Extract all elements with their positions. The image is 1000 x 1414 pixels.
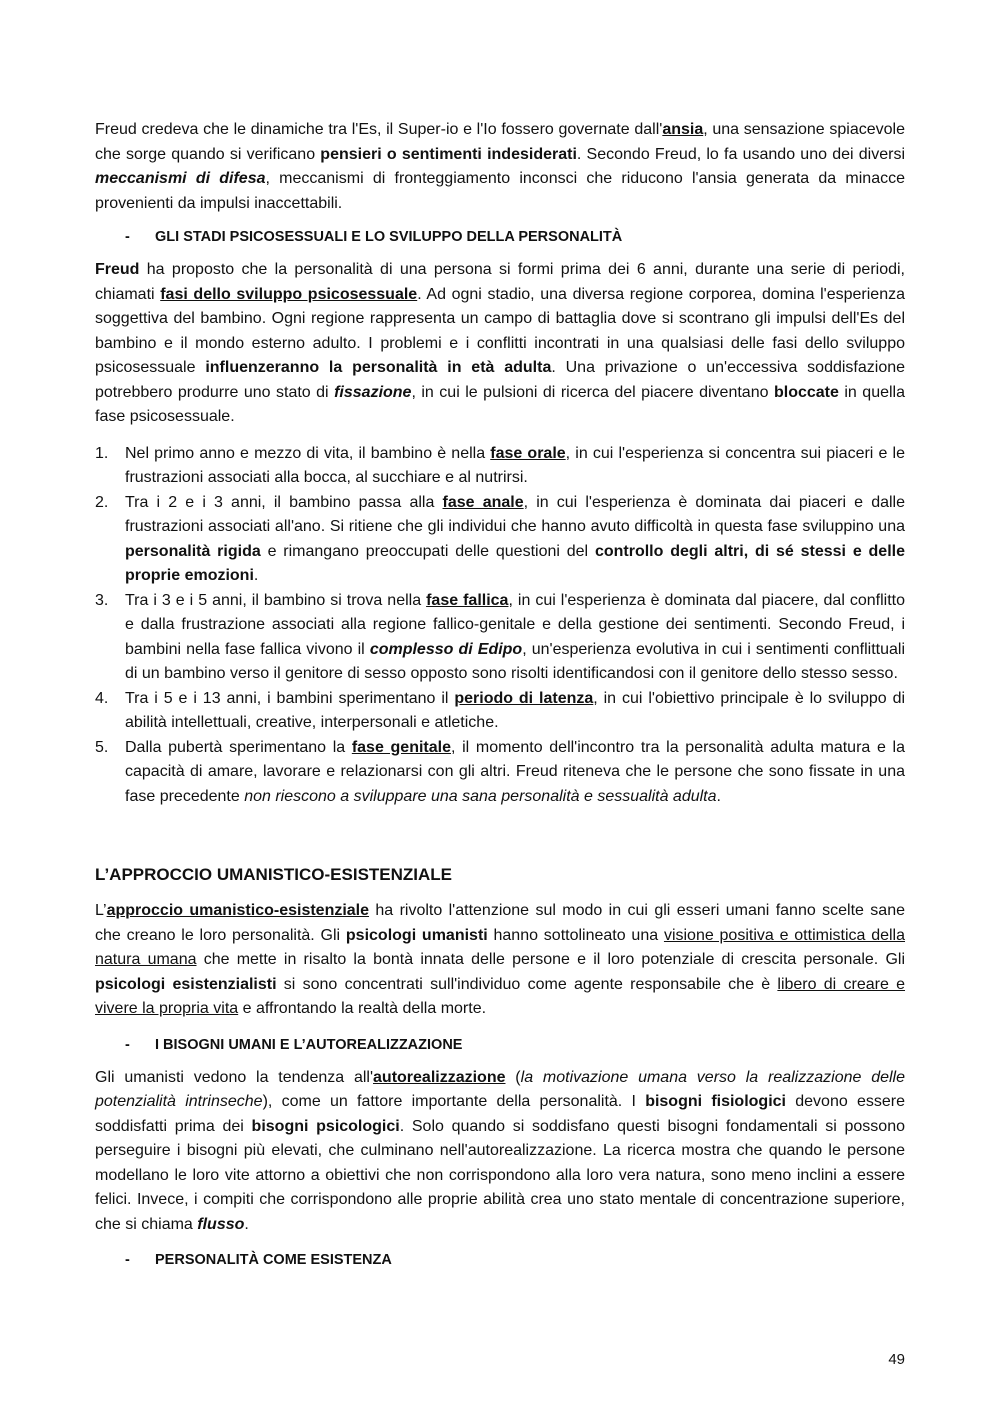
text-span: . Una privazione o un'eccessiva soddisfazione potrebbero produrre uno stato di xyxy=(95,359,906,401)
term-controllo: controllo degli altri, di sé stessi e delle proprie emozioni xyxy=(125,542,905,584)
term-bisogni-psicologici: bisogni psicologici xyxy=(251,1117,400,1135)
list-item xyxy=(95,589,905,687)
text-span: , in cui le pulsioni di ricerca del piacere diventano xyxy=(411,383,774,401)
term-personalita-rigida: personalità rigida xyxy=(125,542,261,560)
term-influenzeranno: influenzeranno la personalità in età adulta xyxy=(205,359,552,376)
text-span: . Secondo Freud, lo fa usando uno dei diversi xyxy=(576,145,905,163)
list-item xyxy=(95,687,905,736)
list-item-text: Dalla pubertà sperimentano la fase genitale, il momento dell'incontro tra la personalità adulta matura e la capacità di amare, lavorare e relazionarsi con gli altri. Freud riteneva che le persone che sono fissate in una fase precedente non riescono a sviluppare una sana personalità e sessualità adulta. xyxy=(125,738,906,805)
paragraph-fasi-sviluppo xyxy=(95,258,905,430)
list-item-text: Tra i 3 e i 5 anni, il bambino si trova nella fase fallica, in cui l'esperienza è dominata dal piacere, dal conflitto e dalla frustrazione associati alla regione fallico-genitale e della gestione dei sentimenti. Secondo Freud, i bambini nella fase fallica vivono il complesso di Edipo, un'esperienza evolutiva in cui i sentimenti conflittuali di un bambino verso il genitore di sesso opposto sono risolti identificandosi con il genitore dello stesso sesso. xyxy=(125,591,906,682)
text-span: in quella fase psicosessuale. xyxy=(95,383,905,425)
subheading-text: PERSONALITÀ COME ESISTENZA xyxy=(155,1252,392,1268)
list-item xyxy=(95,736,905,810)
term-bloccate: bloccate xyxy=(773,383,839,401)
term-motivazione-umana: la motivazione umana verso la realizzazione delle potenzialità intrinseche xyxy=(95,1068,906,1110)
text-span: , una sensazione spiacevole che sorge quando si verificano xyxy=(95,121,905,163)
page-number: 49 xyxy=(888,1351,905,1368)
term-meccanismi-di-difesa: meccanismi di difesa xyxy=(95,170,266,187)
text-span: Freud credeva che le dinamiche tra l'Es, il Super-io e l'Io fossero governate dall' xyxy=(95,121,663,138)
text-span: , meccanismi di fronteggiamento inconsci che riducono l'ansia generata da minacce provenienti da impulsi inaccettabili. xyxy=(95,170,905,212)
term-ansia: ansia xyxy=(662,121,704,138)
term-bisogni-fisiologici: bisogni fisiologici xyxy=(645,1093,786,1110)
dash-marker: - xyxy=(125,229,130,245)
list-item-text: Nel primo anno e mezzo di vita, il bambino è nella fase orale, in cui l'esperienza si concentra sui piaceri e le frustrazioni associati alla bocca, al succhiare e al nutrirsi. xyxy=(125,444,905,486)
document-page xyxy=(95,118,905,1281)
subheading-stadi-psicosessuali xyxy=(95,226,905,248)
list-number: 2. xyxy=(95,493,109,511)
term-fase-genitale: fase genitale xyxy=(351,738,451,756)
subheading-text: I BISOGNI UMANI E L’AUTOREALIZZAZIONE xyxy=(155,1036,463,1053)
term-autorealizzazione: autorealizzazione xyxy=(373,1068,506,1086)
term-approccio-umanistico: approccio umanistico-esistenziale xyxy=(106,902,370,919)
list-number: 1. xyxy=(95,444,109,462)
term-complesso-edipo: complesso di Edipo xyxy=(369,640,523,658)
term-visione-positiva: visione positiva e ottimistica della natura umana xyxy=(95,926,906,968)
dash-marker: - xyxy=(125,1252,130,1268)
paragraph-freud-ansia xyxy=(95,118,905,216)
term-fase-orale: fase orale xyxy=(490,444,566,462)
term-fasi-sviluppo: fasi dello sviluppo psicosessuale xyxy=(160,285,418,303)
list-item-text: Tra i 5 e i 13 anni, i bambini sperimentano il periodo di latenza, in cui l'obiettivo principale è lo sviluppo di abilità intellettuali, creative, interpersonali e atletiche. xyxy=(125,689,906,731)
paragraph-autorealizzazione: Gli umanisti vedono la tendenza all'autorealizzazione (la motivazione umana verso la realizzazione delle potenzialità intrinseche), come un fattore importante della personalità. I bisogni fisiologici devono essere soddisfatti prima dei bisogni psicologici. Solo quando si soddisfano questi bisogni fondamentali si possono perseguire i bisogni più elevati, che culminano nell'autorealizzazione. La ricerca mostra che quando le persone modellano le loro vite attorno a obiettivi che non corrispondono alla loro vera natura, sono meno inclini a essere felici. Invece, i compiti che corrispondono alle proprie abilità crea uno stato mentale di concentrazione superiore, che si chiama flusso. xyxy=(95,1068,906,1233)
section-title: L’APPROCCIO UMANISTICO-ESISTENZIALE xyxy=(95,865,453,884)
term-psicologi-umanisti: psicologi umanisti xyxy=(345,926,488,944)
stages-list xyxy=(95,442,905,810)
term-non-riescono: non riescono a sviluppare una sana personalità e sessualità adulta xyxy=(244,787,717,805)
list-item-text: Tra i 2 e i 3 anni, il bambino passa alla fase anale, in cui l'esperienza è dominata dai piaceri e dalle frustrazioni associati all'ano. Si ritiene che gli individui che hanno avuto difficoltà in questa fase sviluppino una personalità rigida e rimangano preoccupati delle questioni del controllo degli altri, di sé stessi e delle proprie emozioni. xyxy=(125,493,905,584)
list-number: 4. xyxy=(95,689,109,707)
term-fissazione: fissazione xyxy=(334,383,412,401)
list-item xyxy=(95,442,905,491)
term-flusso: flusso xyxy=(197,1215,245,1233)
paragraph-approccio-umanistico: L’approccio umanistico-esistenziale ha rivolto l'attenzione sul modo in cui gli esseri umani fanno scelte sane che creano le loro personalità. Gli psicologi umanisti hanno sottolineato una visione positiva e ottimistica della natura umana che mette in risalto la bontà innata delle persone e il loro potenziale di crescita personale. Gli psicologi esistenzialisti si sono concentrati sull'individuo come agente responsabile che è libero di creare e vivere la propria vita e affrontando la realtà della morte. xyxy=(95,902,906,1017)
term-fase-fallica: fase fallica xyxy=(426,591,509,609)
term-libero-di-creare: libero di creare e vivere la propria vita xyxy=(95,975,906,1017)
term-periodo-latenza: periodo di latenza xyxy=(454,689,594,707)
list-item xyxy=(95,491,905,589)
term-psicologi-esistenzialisti: psicologi esistenzialisti xyxy=(95,975,277,993)
list-number: 3. xyxy=(95,591,109,609)
text-span: ha proposto che la personalità di una persona si formi prima dei 6 anni, durante una serie di periodi, chiamati xyxy=(95,261,905,303)
term-pensieri: pensieri o sentimenti indesiderati xyxy=(320,145,577,163)
text-span: . Ad ogni stadio, una diversa regione corporea, domina l'esperienza soggettiva del bambino. Ogni regione rappresenta un campo di battaglia dove si scontrano gli impulsi dell'Es del bambino e il mondo esterno adulto. I problemi e i conflitti incontrati in una qualsiasi delle fasi dello sviluppo psicosessuale xyxy=(95,285,906,376)
subheading-personalita-esistenza xyxy=(95,1249,905,1271)
term-freud: Freud xyxy=(95,261,140,278)
subheading-text: GLI STADI PSICOSESSUALI E LO SVILUPPO DELLA PERSONALITÀ xyxy=(155,229,623,245)
list-number: 5. xyxy=(95,738,109,756)
dash-marker: - xyxy=(125,1036,130,1053)
term-fase-anale: fase anale xyxy=(442,493,524,511)
subheading-bisogni-umani xyxy=(95,1034,905,1056)
